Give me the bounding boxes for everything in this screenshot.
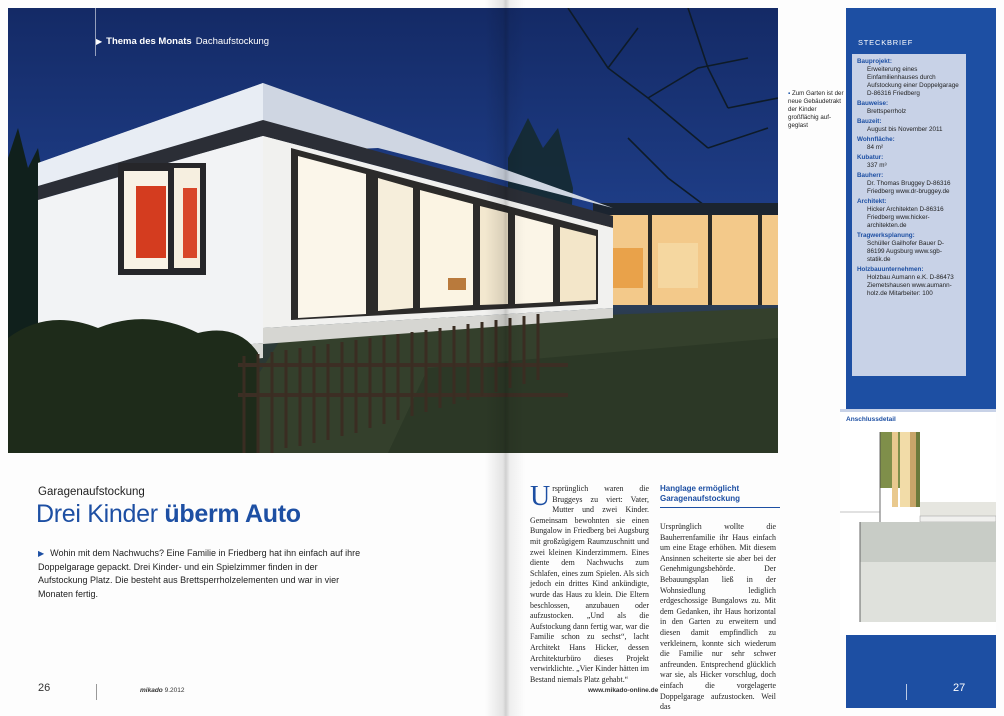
steckbrief-entry — [857, 58, 961, 98]
steckbrief-title: STECKBRIEF — [858, 38, 914, 47]
house-illustration — [8, 8, 778, 453]
steckbrief-value: Dr. Thomas Bruggey D-86316 Friedberg www.dr-bruggey.de — [867, 180, 951, 195]
page-number-left: 26 — [38, 682, 51, 694]
footer-rule-right — [906, 684, 907, 700]
steckbrief-entry — [857, 136, 961, 152]
section-rubric — [96, 36, 269, 47]
steckbrief-entry — [857, 118, 961, 134]
steckbrief-value: 337 m³ — [867, 162, 887, 169]
article-kicker: Garagenaufstockung — [38, 486, 145, 498]
rubric-label: Thema des Monats — [106, 36, 192, 47]
caption-bullet-icon: ▪ — [788, 90, 791, 97]
anschlussdetail-title: Anschlussdetail — [846, 416, 896, 423]
steckbrief-entry — [857, 232, 961, 264]
page-number-right: 27 — [953, 682, 966, 694]
steckbrief-label: Kubatur: — [857, 154, 884, 161]
steckbrief-label: Bauprojekt: — [857, 58, 892, 65]
house-photo — [8, 8, 778, 453]
steckbrief-label: Holzbauunternehmen: — [857, 266, 924, 273]
steckbrief-label: Wohnfläche: — [857, 136, 895, 143]
steckbrief-label: Bauweise: — [857, 100, 889, 107]
rubric-rule — [95, 8, 96, 56]
steckbrief-entry — [857, 266, 961, 298]
steckbrief-value: Schüller Gailhofer Bauer D-86199 Augsburg www.sgb-statik.de — [867, 240, 944, 263]
steckbrief-entry — [857, 172, 961, 196]
steckbrief-entry — [857, 198, 961, 230]
steckbrief-entry — [857, 100, 961, 116]
body-column-2: Ursprünglich wollte die Bauherrenfamilie ihr Haus einfach um eine Etage erhöhen. Mit diesem Ansinnen scheiterte sie aber bei der Genehmigungsbehörde. Der Bebauungsplan ließ in der Wohnsiedlung lediglich erdgeschossige Bungalows zu. Mit dem Gedanken, ihr Haus horizontal in den Garten zu erweitern und diesen damit empfindlich zu verkleinern, konnte sich wiederum die Familie nur sehr schwer anfreunden. Entsprechend glücklich war sie, als Hicker vorschlug, doch einfach die vorgelagerte Doppelgarage aufzustocken. Weil das — [660, 522, 776, 712]
footer-rule-left — [96, 684, 97, 700]
steckbrief-label: Bauzeit: — [857, 118, 882, 125]
rubric-topic: Dachaufstockung — [195, 36, 270, 47]
steckbrief-label: Bauherr: — [857, 172, 884, 179]
body-column-1-text: rsprünglich waren die Bruggeys zu viert: Vater, Mutter und zwei Kinder. Gemeinsam bewohnten sie einen Bungalow in Friedberg bei Augsburg mit großzügigem Raumzuschnitt und zwei kleinen Kinderzimmern. Eines diente dem Nachwuchs zum Schlafen, eines zum Spielen. Als sich jedoch ein drittes Kind ankündigte, wurde das Haus zu klein. Die Eltern beschlossen, anzubauen oder aufzustocken. „Und als die Aufstockung dann fertig war, war die Familie schon zu sechst“, lacht Architekt Hans Hicker, dessen Architekturbüro dieses Projekt verwirklichte. „Vier Kinder hätten im Bestand niemals Platz gehabt.“ — [530, 484, 649, 684]
steckbrief-value: 84 m² — [867, 144, 884, 151]
steckbrief-label: Architekt: — [857, 198, 887, 205]
footer-website: www.mikado-online.de — [588, 687, 659, 694]
steckbrief-value: Hicker Architekten D-86316 Friedberg www.hicker-architekten.de — [867, 206, 944, 229]
headline-bold: überm Auto — [164, 500, 301, 528]
photo-caption — [788, 90, 846, 130]
body-column-1 — [530, 481, 649, 685]
footer-magazine — [140, 687, 184, 694]
magazine-name: mikado — [140, 687, 163, 694]
steckbrief-value: Erweiterung eines Einfamilienhauses durch Aufstockung einer Doppelgarage D-86316 Friedberg — [867, 66, 959, 97]
teaser-triangle-icon: ▶ — [38, 549, 45, 558]
steckbrief-box — [852, 54, 966, 376]
steckbrief-value: August bis November 2011 — [867, 126, 943, 133]
article-headline — [36, 500, 301, 529]
steckbrief-value: Holzbau Aumann e.K. D-86473 Ziemetshausen www.aumann-holz.de Mitarbeiter: 100 — [867, 274, 954, 297]
steckbrief-value: Brettsperrholz — [867, 108, 907, 115]
article-teaser — [38, 547, 368, 601]
teaser-text: Wohin mit dem Nachwuchs? Eine Familie in Friedberg hat ihn einfach auf ihre Doppelgarage gepackt. Drei Kinder- und ein Spielzimmer finden in der Aufstockung Platz. Die besteht aus Brettsperrholzelementen und war in vier Monaten fertig. — [38, 548, 361, 599]
drop-cap: U — [530, 481, 551, 512]
play-triangle-icon: ▶ — [96, 37, 103, 46]
subheading: Hanglage ermöglicht Garagenaufstockung — [660, 484, 780, 508]
construction-detail-drawing — [840, 412, 996, 638]
headline-normal: Drei Kinder — [36, 500, 165, 528]
steckbrief-label: Tragwerksplanung: — [857, 232, 915, 239]
photo-caption-text: Zum Garten ist der neue Gebäudetrakt der Kinder großflächig aufgeglast — [788, 90, 844, 129]
magazine-issue: 9.2012 — [164, 687, 185, 694]
steckbrief-entry — [857, 154, 961, 170]
anschlussdetail-panel — [840, 409, 996, 635]
